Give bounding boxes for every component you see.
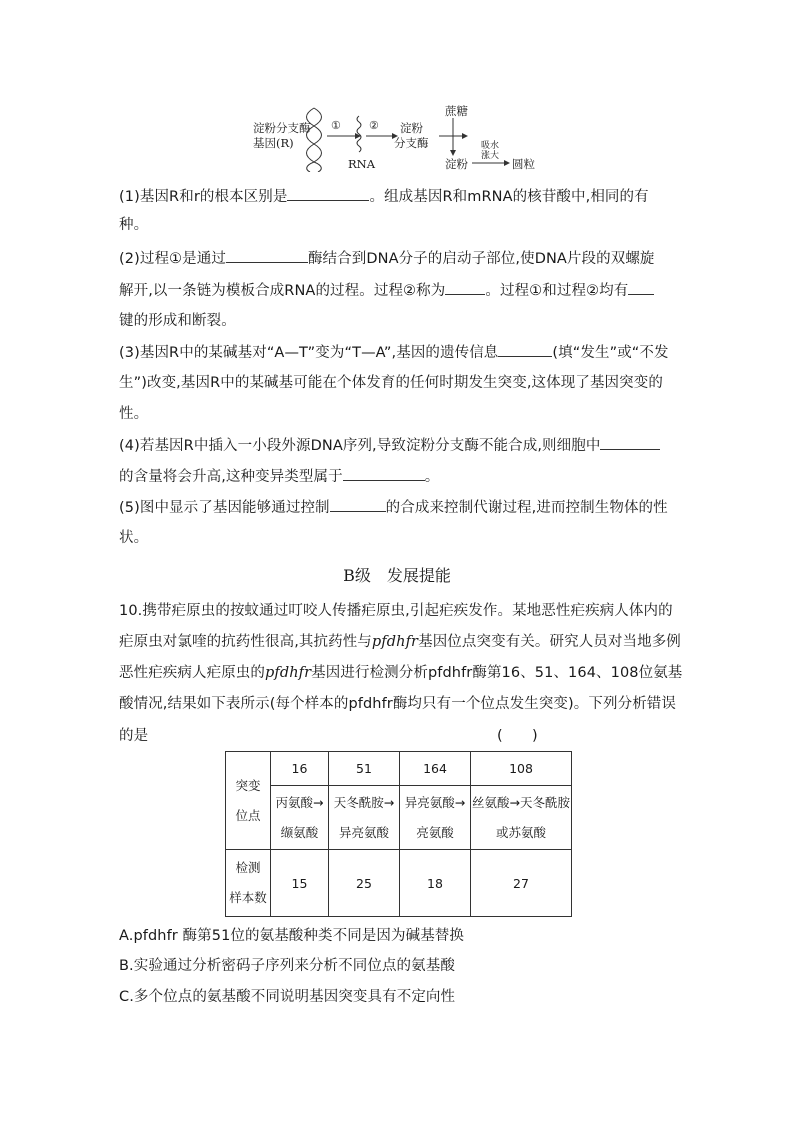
round-seed-label: 圆粒	[512, 157, 535, 171]
table-row-header-mutation-site: 突变 位点	[226, 752, 271, 850]
question-3-line-2: 生”)改变,基因R中的某碱基可能在个体发育的任何时期发生突变,这体现了基因突变的	[119, 375, 663, 391]
question-4-line-1: (4)若基因R中插入一小段外源DNA序列,导致淀粉分支酶不能合成,则细胞中	[119, 435, 679, 456]
question-1-line-2: 种。	[119, 217, 149, 233]
question-5-line-1: (5)图中显示了基因能够通过控制 的合成来控制代谢过程,进而控制生物体的性	[119, 497, 679, 518]
answer-blank[interactable]	[628, 280, 654, 295]
question-2-line-2: 解开,以一条链为模板合成RNA的过程。过程②称为 。过程①和过程②均有	[119, 280, 679, 301]
table-change-164: 异亮氨酸→ 亮氨酸	[400, 786, 471, 850]
option-c[interactable]: C.多个位点的氨基酸不同说明基因突变具有不定向性	[119, 989, 456, 1005]
table-sample-16: 15	[271, 850, 329, 917]
answer-blank[interactable]	[445, 280, 485, 295]
answer-paren[interactable]: ( )	[497, 728, 538, 744]
question-2-line-3: 键的形成和断裂。	[119, 313, 236, 329]
starch-label: 淀粉	[445, 157, 468, 171]
rna-label: RNA	[348, 157, 376, 171]
gene-label-r: 基因(R)	[253, 136, 294, 150]
question-10-line-3: 恶性疟疾病人疟原虫的pfdhfr基因进行检测分析pfdhfr酶第16、51、164、108位氨基	[119, 665, 683, 681]
table-sample-51: 25	[329, 850, 400, 917]
table-change-51: 天冬酰胺→ 异亮氨酸	[329, 786, 400, 850]
question-10-line-5: 的是 ( )	[119, 728, 538, 744]
answer-blank[interactable]	[226, 248, 308, 263]
table-position-108: 108	[471, 752, 572, 786]
gene-label: 淀粉分支酶	[253, 121, 311, 135]
step-1-label: ①	[331, 119, 341, 132]
arrow-head-5	[504, 160, 510, 166]
swell-label: 涨大	[481, 151, 500, 161]
section-heading: B级 发展提能	[343, 566, 451, 585]
question-10-line-2: 疟原虫对氯喹的抗药性很高,其抗药性与pfdhfr基因位点突变有关。研究人员对当地多例	[119, 634, 681, 650]
answer-blank[interactable]	[330, 497, 386, 512]
question-5-line-2: 状。	[119, 530, 149, 546]
question-10-line-1: 10.携带疟原虫的按蚊通过叮咬人传播疟原虫,引起疟疾发作。某地恶性疟疾病人体内的	[119, 603, 673, 619]
question-2-line-1: (2)过程①是通过 酶结合到DNA分子的启动子部位,使DNA片段的双螺旋	[119, 248, 679, 269]
option-b[interactable]: B.实验通过分析密码子序列来分析不同位点的氨基酸	[119, 958, 455, 974]
question-3-line-1: (3)基因R中的某碱基对“A—T”变为“T—A”,基因的遗传信息 (填“发生”或“不发	[119, 342, 679, 363]
question-3-line-3: 性。	[119, 406, 149, 422]
table-row-header-sample-count: 检测 样本数	[226, 850, 271, 917]
arrow-head-1	[355, 133, 361, 139]
question-4-line-2: 的含量将会升高,这种变异类型属于 。	[119, 466, 679, 487]
answer-blank[interactable]	[343, 466, 425, 481]
answer-blank[interactable]	[287, 186, 369, 201]
question-1-line-1: (1)基因R和r的根本区别是 。组成基因R和mRNA的核苷酸中,相同的有	[119, 186, 679, 207]
mutation-table	[225, 751, 572, 917]
table-sample-164: 18	[400, 850, 471, 917]
table-position-16: 16	[271, 752, 329, 786]
enzyme-label-2: 分支酶	[394, 136, 429, 150]
table-change-108: 丝氨酸→天冬酰胺 或苏氨酸	[471, 786, 572, 850]
enzyme-label: 淀粉	[400, 121, 423, 135]
table-position-51: 51	[329, 752, 400, 786]
answer-blank[interactable]	[600, 435, 660, 450]
arrow-head-3	[462, 133, 468, 139]
answer-blank[interactable]	[498, 342, 552, 357]
sucrose-label: 蔗糖	[445, 104, 468, 118]
table-sample-108: 27	[471, 850, 572, 917]
rna-strand	[357, 116, 361, 152]
absorb-label: 吸水	[481, 141, 500, 151]
table-position-164: 164	[400, 752, 471, 786]
arrow-head-4	[450, 150, 456, 156]
step-2-label: ②	[369, 119, 379, 132]
table-change-16: 丙氨酸→ 缬氨酸	[271, 786, 329, 850]
question-10-line-4: 酸情况,结果如下表所示(每个样本的pfdhfr酶均只有一个位点发生突变)。下列分析错误	[119, 696, 676, 712]
option-a[interactable]: A.pfdhfr 酶第51位的氨基酸种类不同是因为碱基替换	[119, 928, 465, 944]
